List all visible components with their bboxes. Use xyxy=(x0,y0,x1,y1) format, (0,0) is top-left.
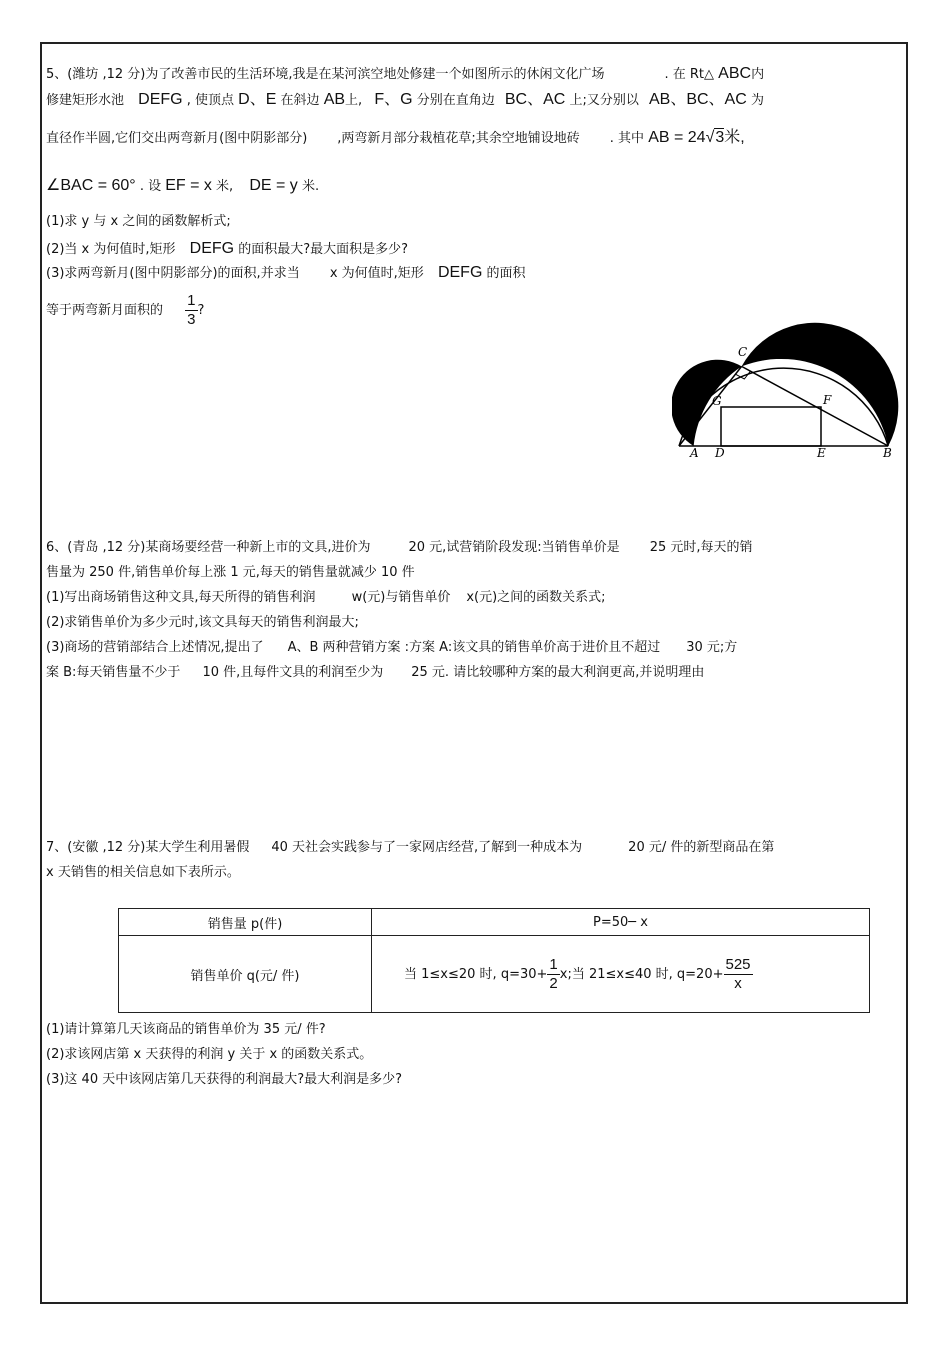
q5-text: . 设 xyxy=(139,179,162,194)
q5-text: (3)求两弯新月(图中阴影部分)的面积,并求当 xyxy=(46,266,300,281)
q5-text: 米. xyxy=(301,179,320,194)
q6-text: 30 元;方 xyxy=(686,640,738,655)
q5-math: D、E xyxy=(238,91,277,108)
q5-text: 5、(潍坊 ,12 分)为了改善市民的生活环境,我是在某河滨空地处修建一个如图所示的休闲文化广场 xyxy=(46,67,605,82)
fraction-one-half xyxy=(547,956,559,993)
q5-line-1 xyxy=(46,65,764,84)
q6-part-2: (2)求销售单价为多少元时,该文具每天的销售利润最大; xyxy=(46,615,359,630)
q5-line-2 xyxy=(46,91,764,110)
q5-text: 内 xyxy=(751,67,765,82)
sqrt-radicand: 3 xyxy=(715,129,725,146)
q7-line-1 xyxy=(46,839,774,857)
q6-text: x(元)之间的函数关系式; xyxy=(466,590,606,605)
sales-info-table xyxy=(118,908,870,1013)
fraction-denominator: 3 xyxy=(187,311,196,328)
q5-text: , 使顶点 xyxy=(186,93,235,108)
q7-text: 20 元/ 件的新型商品在第 xyxy=(628,840,775,855)
q6-text: w(元)与销售单价 xyxy=(351,590,451,605)
q5-math: AB xyxy=(323,91,346,108)
fraction-denominator: x xyxy=(734,974,742,992)
rectangle-defg xyxy=(721,407,821,446)
q5-text: 的面积 xyxy=(486,266,526,281)
formula-text: x;当 21≤x≤40 时, q=20+ xyxy=(559,966,724,982)
q7-text: 40 天社会实践参与了一家网店经营,了解到一种成本为 xyxy=(271,840,583,855)
q5-math: DEFG xyxy=(189,240,235,257)
q5-text: . 在 Rt△ xyxy=(664,67,715,82)
q5-text: (2)当 x 为何值时,矩形 xyxy=(46,242,176,257)
q5-line-4 xyxy=(46,177,319,196)
q5-text: 直径作半圆,它们交出两弯新月(图中阴影部分) xyxy=(46,131,308,146)
q5-part-3-cont xyxy=(46,292,204,329)
q5-math: AB = 24 xyxy=(648,129,706,146)
q6-text: 案 B:每天销售量不少于 xyxy=(46,665,181,680)
q5-part-3 xyxy=(46,264,526,283)
q5-text: . 其中 xyxy=(609,131,645,146)
q5-math: ∠BAC = 60° xyxy=(46,177,136,194)
q5-text: 米, xyxy=(216,179,234,194)
q6-line-1 xyxy=(46,539,753,557)
fraction-numerator: 1 xyxy=(187,292,196,309)
q5-math: ABC xyxy=(718,65,752,82)
q6-line-2: 售量为 250 件,销售单价每上涨 1 元,每天的销售量就减少 10 件 xyxy=(46,565,415,580)
fraction-525-over-x xyxy=(724,956,753,993)
q5-math: F、G xyxy=(374,91,413,108)
q5-text: 上;又分别以 xyxy=(569,93,639,108)
table-row xyxy=(119,909,870,936)
q5-text: 在斜边 xyxy=(280,93,320,108)
table-cell-price-formula xyxy=(372,936,870,1013)
q7-part-1: (1)请计算第几天该商品的销售单价为 35 元/ 件? xyxy=(46,1022,326,1037)
q5-math: AB、BC、AC xyxy=(648,91,747,108)
q5-text: ,两弯新月部分栽植花草;其余空地铺设地砖 xyxy=(337,131,580,146)
q6-text: 10 件,且每件文具的利润至少为 xyxy=(202,665,384,680)
label-a: A xyxy=(690,446,699,460)
q5-math: DE = y xyxy=(249,177,298,194)
q7-part-3: (3)这 40 天中该网店第几天获得的利润最大?最大利润是多少? xyxy=(46,1072,403,1087)
table-cell: P=50─ x xyxy=(372,909,870,936)
table-cell: 销售单价 q(元/ 件) xyxy=(119,936,372,1013)
label-b: B xyxy=(883,446,892,460)
q6-text: 25 元时,每天的销 xyxy=(649,540,753,555)
q5-math: BC、AC xyxy=(504,91,566,108)
fraction-denominator: 2 xyxy=(549,974,558,992)
q5-text: 分别在直角边 xyxy=(416,93,495,108)
lune-bc xyxy=(742,323,899,446)
q6-text: A、B 两种营销方案 :方案 A:该文具的销售单价高于进价且不超过 xyxy=(287,640,661,655)
q5-part-1: (1)求 y 与 x 之间的函数解析式; xyxy=(46,214,231,229)
q6-text: 25 元. 请比较哪种方案的最大利润更高,并说明理由 xyxy=(411,665,705,680)
q6-part-3 xyxy=(46,639,737,657)
q6-text: (3)商场的营销部结合上述情况,提出了 xyxy=(46,640,264,655)
q7-text: 7、(安徽 ,12 分)某大学生利用暑假 xyxy=(46,840,250,855)
fraction-numerator: 525 xyxy=(725,955,751,973)
q5-math: DEFG xyxy=(437,264,483,281)
q5-math: DEFG xyxy=(138,91,183,108)
q6-text: 20 元,试营销阶段发现:当销售单价是 xyxy=(408,540,620,555)
q6-part-3-cont xyxy=(46,664,704,682)
q6-text: 6、(青岛 ,12 分)某商场要经营一种新上市的文具,进价为 xyxy=(46,540,371,555)
q6-part-1 xyxy=(46,589,606,607)
q7-part-2: (2)求该网店第 x 天获得的利润 y 关于 x 的函数关系式。 xyxy=(46,1047,373,1062)
fraction-one-third xyxy=(185,292,197,329)
q5-line-3: 直径作半圆,它们交出两弯新月(图中阴影部分) ,两弯新月部分栽植花草;其余空地铺设地砖 . 其中 AB = 24√3米, xyxy=(46,129,745,146)
formula-text: 当 1≤x≤20 时, q=30+ xyxy=(404,966,548,982)
q5-text: 米, xyxy=(724,129,745,146)
table-cell: 销售量 p(件) xyxy=(119,909,372,936)
lune-figure xyxy=(672,320,902,465)
q5-part-2 xyxy=(46,240,408,259)
label-c: C xyxy=(738,345,748,359)
lune-ac xyxy=(672,360,742,446)
label-f: F xyxy=(823,393,832,407)
q5-math: EF = x xyxy=(165,177,212,194)
q7-line-2: x 天销售的相关信息如下表所示。 xyxy=(46,865,240,880)
fraction-numerator: 1 xyxy=(549,955,558,973)
q5-text: ? xyxy=(197,303,205,318)
q5-text: x 为何值时,矩形 xyxy=(329,266,424,281)
q5-text: 的面积最大?最大面积是多少? xyxy=(238,242,409,257)
q5-text: 修建矩形水池 xyxy=(46,93,125,108)
label-d: D xyxy=(715,446,725,460)
q5-text: 上, xyxy=(345,93,363,108)
table-row xyxy=(119,936,870,1013)
q5-text: 等于两弯新月面积的 xyxy=(46,303,164,318)
q6-text: (1)写出商场销售这种文具,每天所得的销售利润 xyxy=(46,590,316,605)
label-g: G xyxy=(712,394,722,408)
q5-text: 为 xyxy=(750,93,764,108)
label-e: E xyxy=(817,446,826,460)
